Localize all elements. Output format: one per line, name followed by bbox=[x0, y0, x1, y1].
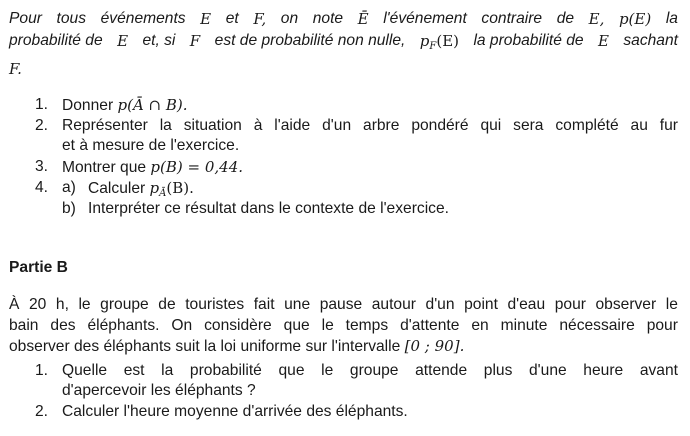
intro-l2-b: E bbox=[117, 32, 129, 50]
q3-number: 3. bbox=[34, 158, 48, 175]
b1-line-1-word: la bbox=[161, 362, 174, 379]
pb-line-1-word: 20 bbox=[28, 296, 47, 313]
intro-line-1-word: de bbox=[556, 10, 575, 27]
pb-line-1-word: À bbox=[9, 296, 20, 313]
b1-number: 1. bbox=[34, 362, 48, 379]
q4a-math-sub: Ā bbox=[159, 188, 167, 199]
pb-line-2-word: en bbox=[471, 317, 489, 334]
intro-l2-d: F bbox=[189, 32, 201, 50]
intro-line-1-word: événements bbox=[100, 10, 186, 27]
intro-l2-p: p bbox=[419, 32, 430, 50]
pb-line-1-word: de bbox=[158, 296, 176, 313]
pb-line-1-word: pause bbox=[319, 296, 363, 313]
intro-l2-k: sachant bbox=[623, 32, 678, 49]
b1-line-1-word: probabilité bbox=[189, 362, 262, 379]
pb-line-1-word: fait bbox=[253, 296, 275, 313]
b1-line-1-word: le bbox=[321, 362, 334, 379]
pb-line-2-word: On bbox=[171, 317, 193, 334]
b1-line-1-word: groupe bbox=[349, 362, 399, 379]
part-b-line-3-text: observer des éléphants suit la loi uniforme sur l'intervalle bbox=[9, 338, 401, 355]
q2-line-1-word: fur bbox=[659, 117, 678, 134]
pb-line-2-word: pour bbox=[646, 317, 678, 334]
intro-l2-i: la probabilité de bbox=[473, 32, 584, 49]
q2-line-1-word: sera bbox=[513, 117, 544, 134]
q2-line-1-word: Représenter bbox=[62, 117, 148, 134]
intro-line-1-word: Ē bbox=[357, 10, 369, 28]
q2-number: 2. bbox=[34, 117, 48, 134]
part-b-paragraph bbox=[9, 294, 678, 357]
intro-paragraph bbox=[9, 8, 678, 80]
intro-line-1-word: on bbox=[280, 10, 299, 27]
q1-text: Donner bbox=[62, 97, 114, 114]
intro-line-1-word: l'événement bbox=[383, 10, 467, 27]
b1-line-1-word: est bbox=[123, 362, 145, 379]
intro-l2-arg: (E) bbox=[436, 32, 460, 50]
intro-line-1-word: F, bbox=[253, 10, 267, 28]
intro-line-1-word: tous bbox=[56, 10, 87, 27]
pb-line-1-word: une bbox=[284, 296, 311, 313]
part-b-heading: Partie B bbox=[9, 259, 68, 276]
q2-line-2: et à mesure de l'exercice. bbox=[62, 137, 240, 154]
q2-line-1-word: d'un bbox=[322, 117, 352, 134]
q2-line-1 bbox=[62, 117, 678, 135]
intro-line-1-word: E, bbox=[588, 10, 605, 28]
q4a-math-rest: (B). bbox=[166, 179, 194, 197]
q1-number: 1. bbox=[34, 96, 48, 113]
pb-line-1-word: d'eau bbox=[507, 296, 546, 313]
b1-line-1-word: attende bbox=[415, 362, 468, 379]
b1-line-1-word: plus bbox=[483, 362, 513, 379]
pb-line-1-word: h, bbox=[55, 296, 69, 313]
pb-line-2-word: considère bbox=[204, 317, 272, 334]
intro-l2-pf bbox=[420, 30, 459, 58]
intro-line-1-word: Pour bbox=[9, 10, 42, 27]
pb-line-1-word: autour bbox=[371, 296, 416, 313]
b1-line-1-word: avant bbox=[639, 362, 678, 379]
pb-line-2-word: nécessaire bbox=[559, 317, 635, 334]
pb-line-1-word: le bbox=[665, 296, 678, 313]
q2-line-1-word: au bbox=[630, 117, 648, 134]
b2-text: Calculer l'heure moyenne d'arrivée des éléphants. bbox=[62, 403, 408, 420]
b1-line-1-word: heure bbox=[583, 362, 624, 379]
intro-line-2 bbox=[9, 30, 678, 58]
intro-line-1-word: E bbox=[200, 10, 212, 28]
intro-line-1-word: contraire bbox=[481, 10, 543, 27]
q2-line-1-word: qui bbox=[480, 117, 502, 134]
intro-line-1-word: et bbox=[225, 10, 239, 27]
q2-line-1-word: pondéré bbox=[411, 117, 469, 134]
q4a-text: Calculer bbox=[88, 180, 146, 197]
q3-math: p(B) = 0,44. bbox=[150, 158, 244, 176]
intro-l2-c: et, si bbox=[142, 32, 176, 49]
q2-line-1-word: à bbox=[253, 117, 263, 134]
pb-line-1-word: point bbox=[464, 296, 498, 313]
q1-row bbox=[62, 96, 188, 115]
part-b-line-1 bbox=[9, 294, 678, 315]
intro-line-1-word: la bbox=[665, 10, 678, 27]
pb-line-1-word: observer bbox=[595, 296, 657, 313]
pb-line-1-word: touristes bbox=[185, 296, 245, 313]
intro-line-3: F. bbox=[9, 60, 22, 78]
intro-l2-j: E bbox=[597, 32, 609, 50]
q4b-text: Interpréter ce résultat dans le contexte de l'exercice. bbox=[88, 200, 449, 217]
pb-line-2-word: temps bbox=[345, 317, 389, 334]
pb-line-2-word: des bbox=[50, 317, 76, 334]
intro-line-1 bbox=[9, 8, 678, 30]
b2-number: 2. bbox=[34, 403, 48, 420]
q3-row bbox=[62, 158, 243, 177]
intro-l2-e: est de probabilité non nulle, bbox=[214, 32, 406, 49]
pb-line-2-word: d'attente bbox=[400, 317, 460, 334]
q4a-math-p: p bbox=[149, 179, 160, 197]
intro-l2-a: probabilité de bbox=[9, 32, 103, 49]
q1-math: p(Ā ∩ B). bbox=[117, 96, 188, 114]
q4a-row bbox=[88, 179, 194, 199]
q4b-label: b) bbox=[62, 200, 76, 217]
b1-line-1-word: Quelle bbox=[62, 362, 108, 379]
intro-l2-sub: F bbox=[429, 41, 437, 52]
intro-line-1-word: note bbox=[312, 10, 344, 27]
pb-line-1-word: groupe bbox=[100, 296, 149, 313]
q2-line-1-word: situation bbox=[183, 117, 242, 134]
pb-line-2-word: éléphants. bbox=[87, 317, 160, 334]
q4-number: 4. bbox=[34, 179, 48, 196]
pb-line-1-word: pour bbox=[554, 296, 586, 313]
q2-line-1-word: arbre bbox=[363, 117, 400, 134]
intro-line-1-word: p(E) bbox=[618, 10, 652, 28]
part-b-line-3 bbox=[9, 336, 678, 357]
b1-line-1-word: que bbox=[278, 362, 305, 379]
q2-line-1-word: l'aide bbox=[274, 117, 311, 134]
b1-line-2: d'apercevoir les éléphants ? bbox=[62, 382, 256, 399]
pb-line-1-word: le bbox=[78, 296, 91, 313]
q3-text: Montrer que bbox=[62, 159, 147, 176]
pb-line-1-word: d'un bbox=[425, 296, 455, 313]
pb-line-2-word: que bbox=[283, 317, 310, 334]
part-b-line-3-math: [0 ; 90]. bbox=[404, 337, 465, 355]
pb-line-2-word: le bbox=[321, 317, 334, 334]
part-b-line-2 bbox=[9, 315, 678, 336]
q2-line-1-word: la bbox=[159, 117, 172, 134]
pb-line-2-word: minute bbox=[500, 317, 548, 334]
b1-line-1 bbox=[62, 362, 678, 380]
q4a-label: a) bbox=[62, 179, 76, 196]
b1-line-1-word: d'une bbox=[529, 362, 567, 379]
q4a-math bbox=[150, 179, 194, 197]
q2-line-1-word: complété bbox=[555, 117, 619, 134]
pb-line-2-word: bain bbox=[9, 317, 39, 334]
